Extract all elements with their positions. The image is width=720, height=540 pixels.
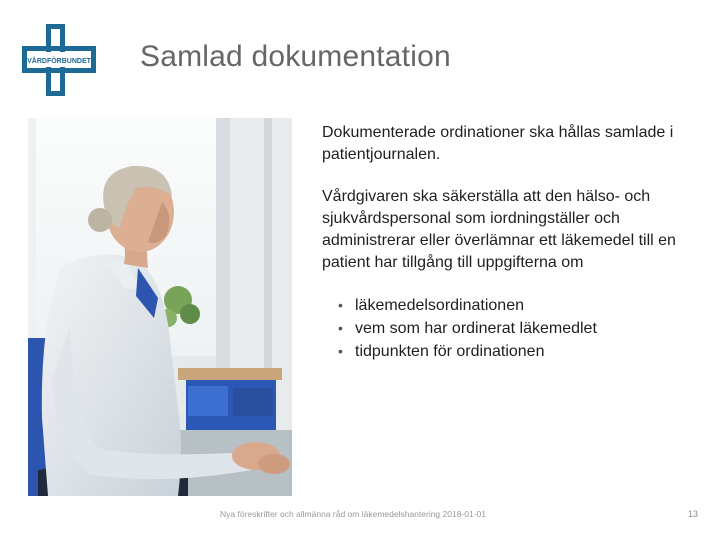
slide-body <box>322 122 682 363</box>
footer-text: Nya föreskrifter och allmänna råd om läkemedelshantering 2018-01-01 <box>220 509 487 519</box>
list-item: • tidpunkten för ordinationen <box>338 340 682 363</box>
list-item: • läkemedelsordinationen <box>338 294 682 317</box>
svg-text:VÅRDFÖRBUNDET: VÅRDFÖRBUNDET <box>27 58 91 65</box>
list-item: • vem som har ordinerat läkemedlet <box>338 317 682 340</box>
paragraph-vardgivaren: Vårdgivaren ska säkerställa att den hälso- och sjukvårdspersonal som iordningställer och administrerar eller överlämnar ett läkemedel till en patient har tillgång till uppgifterna om <box>322 188 676 271</box>
slide-title: Samlad dokumentation <box>140 40 451 73</box>
paragraph-journal: Dokumenterade ordinationer ska hållas samlade i patientjournalen. <box>322 124 674 163</box>
vardforbundet-logo <box>22 24 96 96</box>
page-number: 13 <box>688 509 699 519</box>
bullet-list <box>338 294 682 363</box>
nurse-photo <box>28 118 292 496</box>
